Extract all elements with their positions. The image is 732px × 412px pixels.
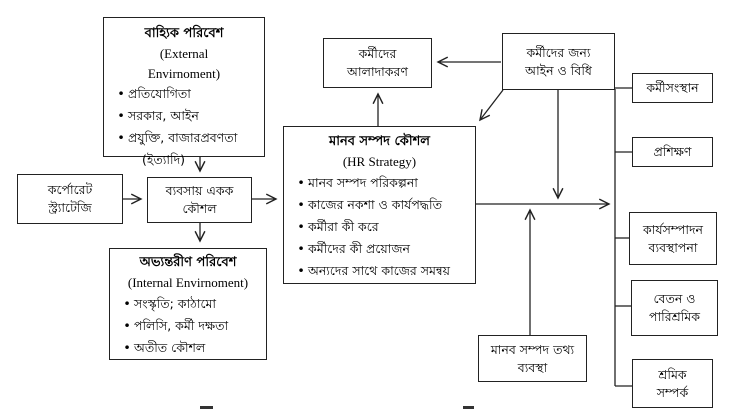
employee-laws-line1: কর্মীদের জন্য (526, 44, 591, 60)
hr-strategy-bullet: • কর্মীদের কী প্রয়োজন (284, 238, 475, 260)
employee-separation-box (323, 38, 432, 88)
pay-compensation-line1: বেতন ও (653, 291, 696, 306)
external-bullet: • প্রতিযোগিতা (104, 83, 264, 105)
clipped-caption-mark (200, 406, 213, 409)
corporate-strategy-line2: স্ট্র্যাটেজি (48, 200, 92, 215)
internal-environment-box (109, 248, 267, 360)
training-label: প্রশিক্ষণ (653, 144, 692, 159)
external-environment-title: বাহ্যিক পরিবেশ (144, 26, 224, 41)
labor-relations-box (632, 359, 713, 408)
internal-bullet: • সংস্কৃতি; কাঠামো (110, 293, 266, 315)
staffing-label: কর্মীসংস্থান (646, 80, 699, 95)
hr-strategy-bullet: • মানব সম্পদ পরিকল্পনা (284, 172, 475, 194)
clipped-caption-mark (463, 406, 474, 409)
external-environment-subtitle-line2: Envirnoment) (147, 65, 221, 81)
pay-compensation-box (631, 280, 718, 336)
internal-environment-subtitle: (Internal Envirnoment) (127, 275, 249, 290)
bullet-icon: • (297, 196, 305, 212)
pay-compensation-line2: পারিশ্রমিক (649, 309, 700, 324)
employee-laws-box (502, 33, 615, 90)
business-unit-line1: ব্যবসায় একক (165, 183, 234, 198)
employee-separation-line2: আলাদাকরণ (347, 64, 408, 79)
hr-strategy-bullet: • অন্যদের সাথে কাজের সমন্বয় (284, 260, 475, 282)
external-environment-subtitle-line1: (External (159, 46, 209, 61)
employee-separation-line1: কর্মীদের (358, 46, 397, 61)
hr-information-system-box (478, 335, 587, 382)
bullet-icon: • (123, 339, 131, 355)
external-bullet: • সরকার, আইন (104, 105, 264, 127)
hr-strategy-subtitle: (HR Strategy) (342, 154, 417, 169)
hr-strategy-bullet: • কর্মীরা কী করে (284, 216, 475, 238)
hr-strategy-bullet: • কাজের নকশা ও কার্যপদ্ধতি (284, 194, 475, 216)
internal-environment-title: অভ্যন্তরীণ পরিবেশ (139, 255, 237, 270)
business-unit-strategy-box (147, 177, 252, 223)
internal-bullet: • অতীত কৌশল (110, 337, 266, 359)
bullet-icon: • (123, 295, 131, 311)
bullet-icon: • (117, 130, 125, 145)
external-bullet: • প্রযুক্তি, বাজারপ্রবণতা (104, 127, 264, 149)
bullet-icon: • (297, 240, 305, 256)
internal-bullet: • পলিসি, কর্মী দক্ষতা (110, 315, 266, 337)
training-box (632, 137, 713, 167)
bullet-icon: • (297, 218, 305, 234)
labor-relations-line2: সম্পর্ক (656, 384, 689, 400)
staffing-box (632, 73, 713, 103)
labor-relations-line1: শ্রমিক (658, 366, 687, 382)
hr-information-system-line2: ব্যবস্থা (517, 359, 548, 375)
bullet-icon: • (297, 262, 305, 278)
bullet-icon: • (117, 108, 125, 123)
bullet-icon: • (297, 174, 305, 190)
performance-management-line1: কার্যসম্পাদন (643, 221, 703, 237)
external-environment-box (103, 17, 265, 167)
bullet-icon: • (117, 86, 125, 101)
hr-strategy-box (283, 126, 476, 284)
corporate-strategy-line1: কর্পোরেট (47, 182, 93, 197)
external-clipped-line: (ইত্যাদি) (142, 152, 186, 167)
corporate-strategy-box (17, 174, 123, 224)
employee-laws-line2: আইন ও বিধি (525, 62, 592, 78)
performance-management-box (629, 212, 717, 265)
performance-management-line2: ব্যবস্থাপনা (648, 239, 698, 255)
business-unit-line2: কৌশল (182, 201, 217, 216)
bullet-icon: • (123, 317, 131, 333)
hr-information-system-line1: মানব সম্পদ তথ্য (490, 341, 575, 357)
hr-strategy-title: মানব সম্পদ কৌশল (329, 134, 430, 149)
